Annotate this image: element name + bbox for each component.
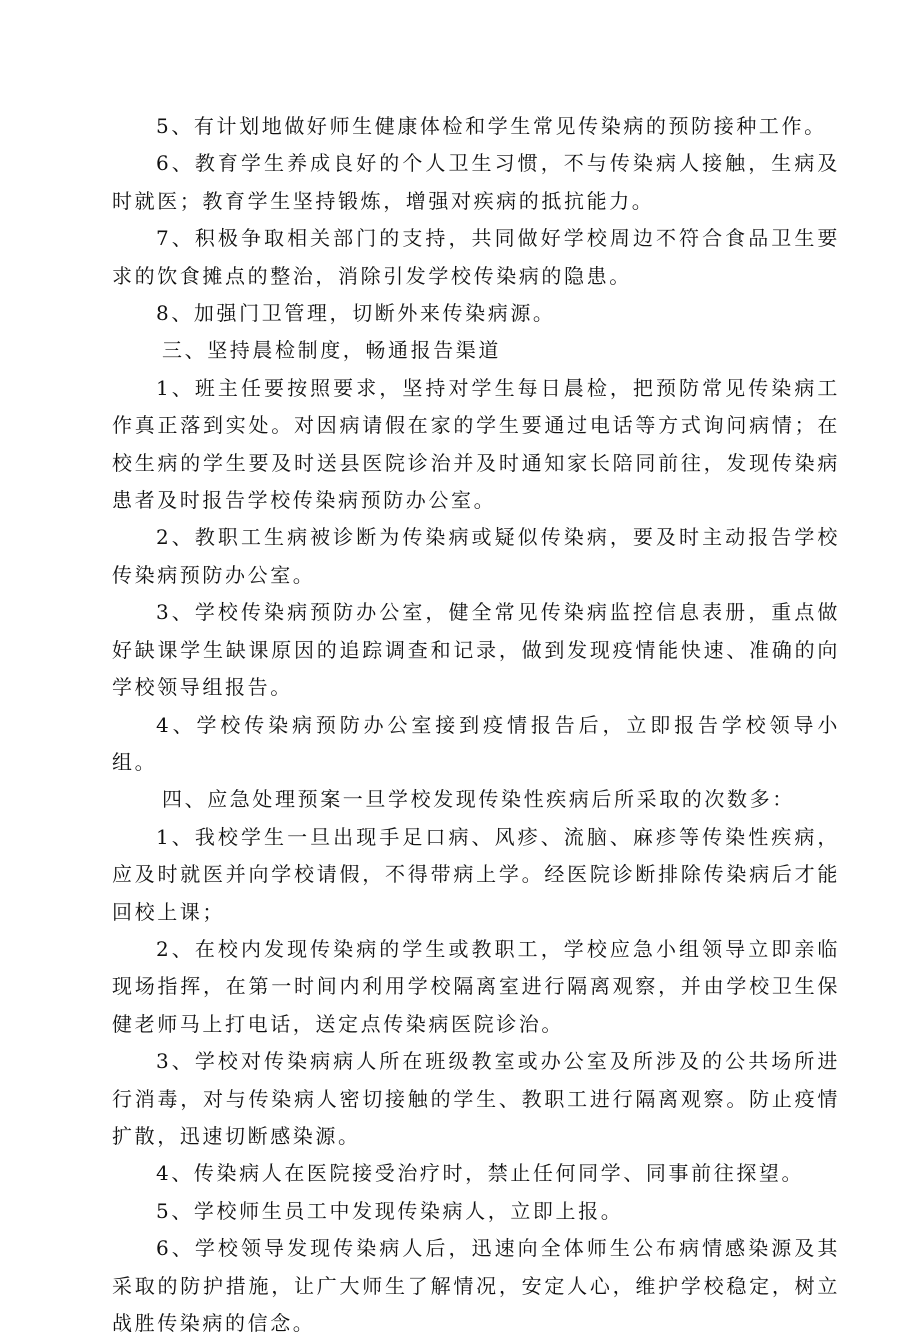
document-page xyxy=(112,108,840,1342)
paragraph-item-8-gate: 8、加强门卫管理，切断外来传染病源。 xyxy=(156,301,556,326)
paragraph-s3-item-4: 4、学校传染病预防办公室接到疫情报告后，立即报告学校领导小组。 xyxy=(112,712,840,774)
paragraph-s3-item-3: 3、学校传染病预防办公室，健全常见传染病监控信息表册，重点做好缺课学生缺课原因的追踪调查和记录，做到发现疫情能快速、准确的向学校领导组报告。 xyxy=(112,600,840,700)
paragraph-s4-item-1: 1、我校学生一旦出现手足口病、风疹、流脑、麻疹等传染性疾病，应及时就医并向学校请假，不得带病上学。经医院诊断排除传染病后才能回校上课； xyxy=(112,824,840,924)
paragraph-s3-item-2: 2、教职工生病被诊断为传染病或疑似传染病，要及时主动报告学校传染病预防办公室。 xyxy=(112,525,840,587)
paragraph-s4-item-6: 6、学校领导发现传染病人后，迅速向全体师生公布病情感染源及其采取的防护措施，让广大师生了解情况，安定人心，维护学校稳定，树立战胜传染病的信念。 xyxy=(112,1236,840,1335)
paragraph-item-7-food-stalls: 7、积极争取相关部门的支持，共同做好学校周边不符合食品卫生要求的饮食摊点的整治，消除引发学校传染病的隐患。 xyxy=(112,226,840,288)
paragraph-s3-item-1: 1、班主任要按照要求，坚持对学生每日晨检，把预防常见传染病工作真正落到实处。对因病请假在家的学生要通过电话等方式询问病情；在校生病的学生要及时送县医院诊治并及时通知家长陪同前往，发现传染病患者及时报告学校传染病预防办公室。 xyxy=(112,375,840,513)
paragraph-s4-item-2: 2、在校内发现传染病的学生或教职工，学校应急小组领导立即亲临现场指挥，在第一时间内利用学校隔离室进行隔离观察，并由学校卫生保健老师马上打电话，送定点传染病医院诊治。 xyxy=(112,936,840,1036)
paragraph-s4-item-3: 3、学校对传染病病人所在班级教室或办公室及所涉及的公共场所进行消毒，对与传染病人密切接触的学生、教职工进行隔离观察。防止疫情扩散，迅速切断感染源。 xyxy=(112,1049,840,1148)
paragraph-item-5-checkup: 5、有计划地做好师生健康体检和学生常见传染病的预防接种工作。 xyxy=(156,114,827,138)
paragraph-item-6-hygiene: 6、教育学生养成良好的个人卫生习惯，不与传染病人接触，生病及时就医；教育学生坚持锻炼，增强对疾病的抵抗能力。 xyxy=(112,151,840,213)
paragraph-s4-item-5: 5、学校师生员工中发现传染病人，立即上报。 xyxy=(156,1198,624,1223)
paragraph-s4-item-4: 4、传染病人在医院接受治疗时，禁止任何同学、同事前往探望。 xyxy=(156,1161,805,1186)
section-heading-3: 三、坚持晨检制度，畅通报告渠道 xyxy=(162,338,501,363)
section-heading-4: 四、应急处理预案一旦学校发现传染性疾病后所采取的次数多： xyxy=(162,787,795,812)
